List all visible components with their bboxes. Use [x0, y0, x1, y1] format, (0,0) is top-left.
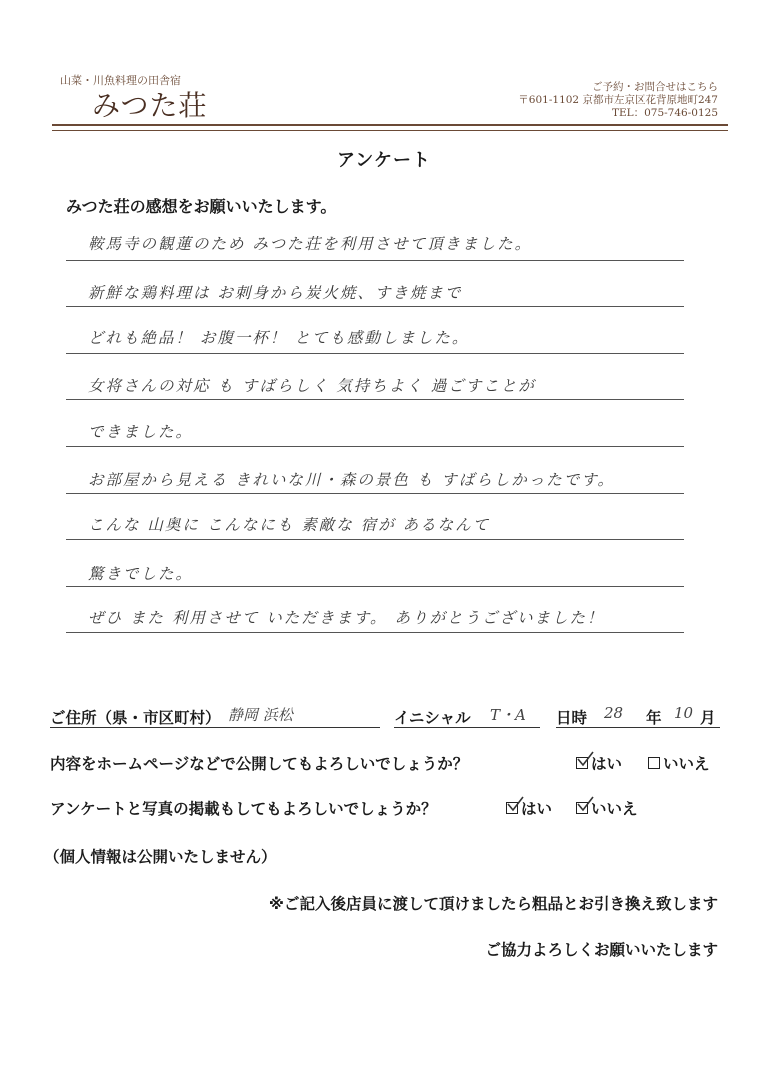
comment-line-7: こんな 山奥に こんなにも 素敵な 宿が あるなんて — [88, 516, 491, 534]
month-unit: 月 — [700, 709, 716, 727]
date-underline — [556, 727, 720, 728]
address-value[interactable]: 静岡 浜松 — [228, 706, 293, 724]
question-publish-photos: アンケートと写真の掲載もしてもよろしいでしょうか？ — [50, 800, 437, 818]
comment-line-9: ぜひ また 利用させて いただきます。 ありがとうございました！ — [88, 609, 605, 627]
contact-block — [518, 81, 718, 120]
ruled-line — [66, 586, 684, 587]
address-label: ご住所（県・市区町村） — [50, 709, 221, 727]
year-unit: 年 — [646, 709, 662, 727]
date-month-value[interactable]: 10 — [674, 704, 694, 722]
ruled-line — [66, 353, 684, 354]
address-underline — [50, 727, 380, 728]
contact-title: ご予約・お問合せはこちら — [592, 81, 718, 93]
q1-yes-label: はい — [591, 755, 623, 773]
q2-no-option[interactable] — [576, 797, 638, 819]
ruled-line — [66, 539, 684, 540]
initial-value[interactable]: T・A — [490, 706, 526, 724]
comment-line-3: どれも絶品！ お腹一杯！ とても感動しました。 — [88, 329, 470, 347]
ruled-line — [66, 493, 684, 494]
ruled-line — [66, 446, 684, 447]
header-rule-thin — [52, 130, 728, 131]
date-label: 日時 — [556, 709, 588, 727]
initial-label: イニシャル — [394, 709, 471, 727]
ruled-line — [66, 260, 684, 261]
checkbox-checked-icon[interactable] — [576, 802, 588, 814]
header-rule-thick — [52, 124, 728, 126]
comment-line-1: 鞍馬寺の観蓮のため みつた荘を利用させて頂きました。 — [88, 235, 533, 253]
ruled-line — [66, 399, 684, 400]
date-year-value[interactable]: 28 — [604, 704, 624, 722]
q1-no-label: いいえ — [663, 755, 710, 773]
q2-yes-label: はい — [521, 800, 553, 818]
contact-address: 〒601-1102 京都市左京区花背原地町247 — [518, 94, 718, 106]
gift-note: ※ご記入後店員に渡して頂けましたら粗品とお引き換え致します — [268, 895, 718, 913]
question-publish-homepage: 内容をホームページなどで公開してもよろしいでしょうか？ — [50, 755, 469, 773]
q2-yes-option[interactable] — [506, 797, 552, 819]
checkbox-checked-icon[interactable] — [576, 757, 588, 769]
ruled-line — [66, 306, 684, 307]
comment-line-2: 新鮮な鶏料理は お刺身から炭火焼、すき焼まで — [88, 284, 463, 302]
ruled-line — [66, 632, 684, 633]
inn-tagline: 山菜・川魚料理の田舎宿 — [60, 74, 181, 87]
survey-prompt: みつた荘の感想をお願いいたします。 — [66, 197, 337, 216]
checkbox-checked-icon[interactable] — [506, 802, 518, 814]
comment-line-6: お部屋から見える きれいな川・森の景色 も すばらしかったです。 — [88, 471, 616, 489]
q2-no-label: いいえ — [591, 800, 638, 818]
checkbox-empty-icon[interactable] — [648, 757, 660, 769]
inn-logo: みつた荘 — [92, 89, 208, 122]
page-title: アンケート — [337, 150, 431, 171]
q1-yes-option[interactable] — [576, 752, 622, 774]
q1-no-option[interactable] — [648, 752, 710, 774]
comment-line-8: 驚きでした。 — [88, 565, 194, 583]
comment-line-4: 女将さんの対応 も すばらしく 気持ちよく 過ごすことが — [88, 377, 536, 395]
thanks-note: ご協力よろしくお願いいたします — [485, 941, 718, 959]
privacy-note: （個人情報は公開いたしません） — [44, 848, 277, 866]
contact-tel: TEL：075-746-0125 — [611, 107, 718, 119]
initial-underline — [394, 727, 540, 728]
comment-line-5: できました。 — [88, 423, 194, 441]
